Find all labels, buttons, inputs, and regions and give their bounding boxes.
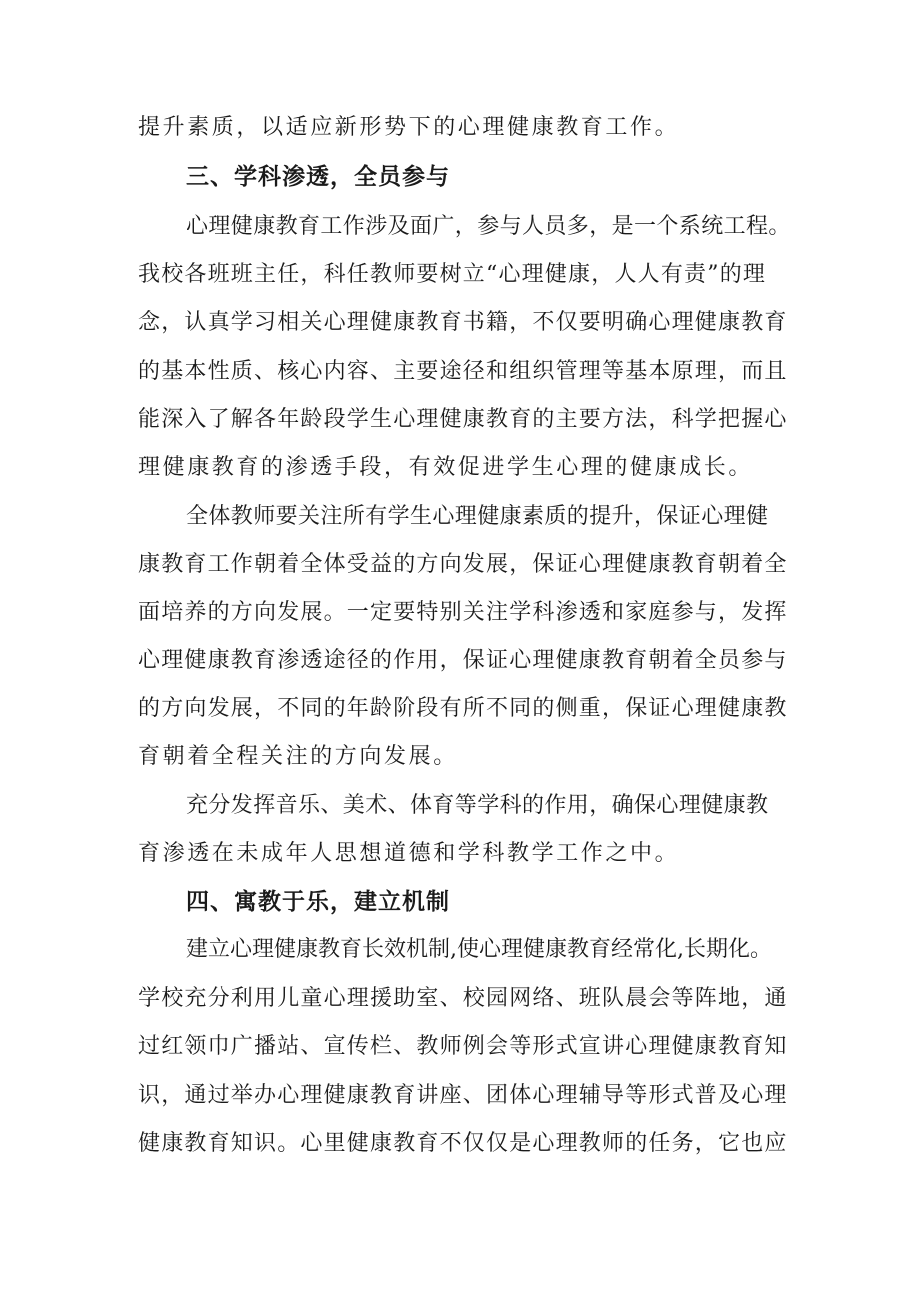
paragraph-line: 的基本性质、核心内容、主要途径和组织管理等基本原理，而且: [138, 359, 788, 384]
paragraph-line: 的方向发展，不同的年龄阶段有所不同的侧重，保证心理健康教: [138, 696, 788, 721]
paragraph-line: 建立心理健康教育长效机制,使心理健康教育经常化,长期化。: [186, 937, 772, 962]
paragraph-line: 理健康教育的渗透手段，有效促进学生心理的健康成长。: [138, 455, 754, 480]
paragraph-line: 我校各班班主任，科任教师要树立“心理健康，人人有责”的理: [138, 262, 767, 287]
paragraph-line: 充分发挥音乐、美术、体育等学科的作用，确保心理健康教: [186, 793, 769, 818]
paragraph-line: 学校充分利用儿童心理援助室、校园网络、班队晨会等阵地，通: [138, 986, 788, 1011]
paragraph-line: 全体教师要关注所有学生心理健康素质的提升，保证心理健: [186, 504, 769, 529]
paragraph-line: 健康教育知识。心里健康教育不仅仅是心理教师的任务，它也应: [138, 1131, 788, 1156]
paragraph-line: 心理健康教育渗透途径的作用，保证心理健康教育朝着全员参与: [138, 648, 788, 673]
paragraph-line: 提升素质，以适应新形势下的心理健康教育工作。: [138, 115, 680, 140]
paragraph-line: 育渗透在未成年人思想道德和学科教学工作之中。: [138, 841, 680, 866]
paragraph-line: 心理健康教育工作涉及面广，参与人员多，是一个系统工程。: [186, 214, 791, 239]
paragraph-line: 能深入了解各年龄段学生心理健康教育的主要方法，科学把握心: [138, 407, 788, 432]
paragraph-line: 念，认真学习相关心理健康教育书籍，不仅要明确心理健康教育: [138, 310, 788, 335]
paragraph-line: 识，通过举办心理健康教育讲座、团体心理辅导等形式普及心理: [138, 1083, 788, 1108]
paragraph-line: 康教育工作朝着全体受益的方向发展，保证心理健康教育朝着全: [138, 552, 788, 577]
paragraph-line: 育朝着全程关注的方向发展。: [138, 744, 458, 769]
paragraph-line: 过红领巾广播站、宣传栏、教师例会等形式宣讲心理健康教育知: [138, 1034, 788, 1059]
section-heading-3: 三、学科渗透，全员参与: [186, 164, 450, 190]
paragraph-line: 面培养的方向发展。一定要特别关注学科渗透和家庭参与，发挥: [138, 600, 788, 625]
section-heading-4: 四、寓教于乐，建立机制: [186, 889, 450, 915]
